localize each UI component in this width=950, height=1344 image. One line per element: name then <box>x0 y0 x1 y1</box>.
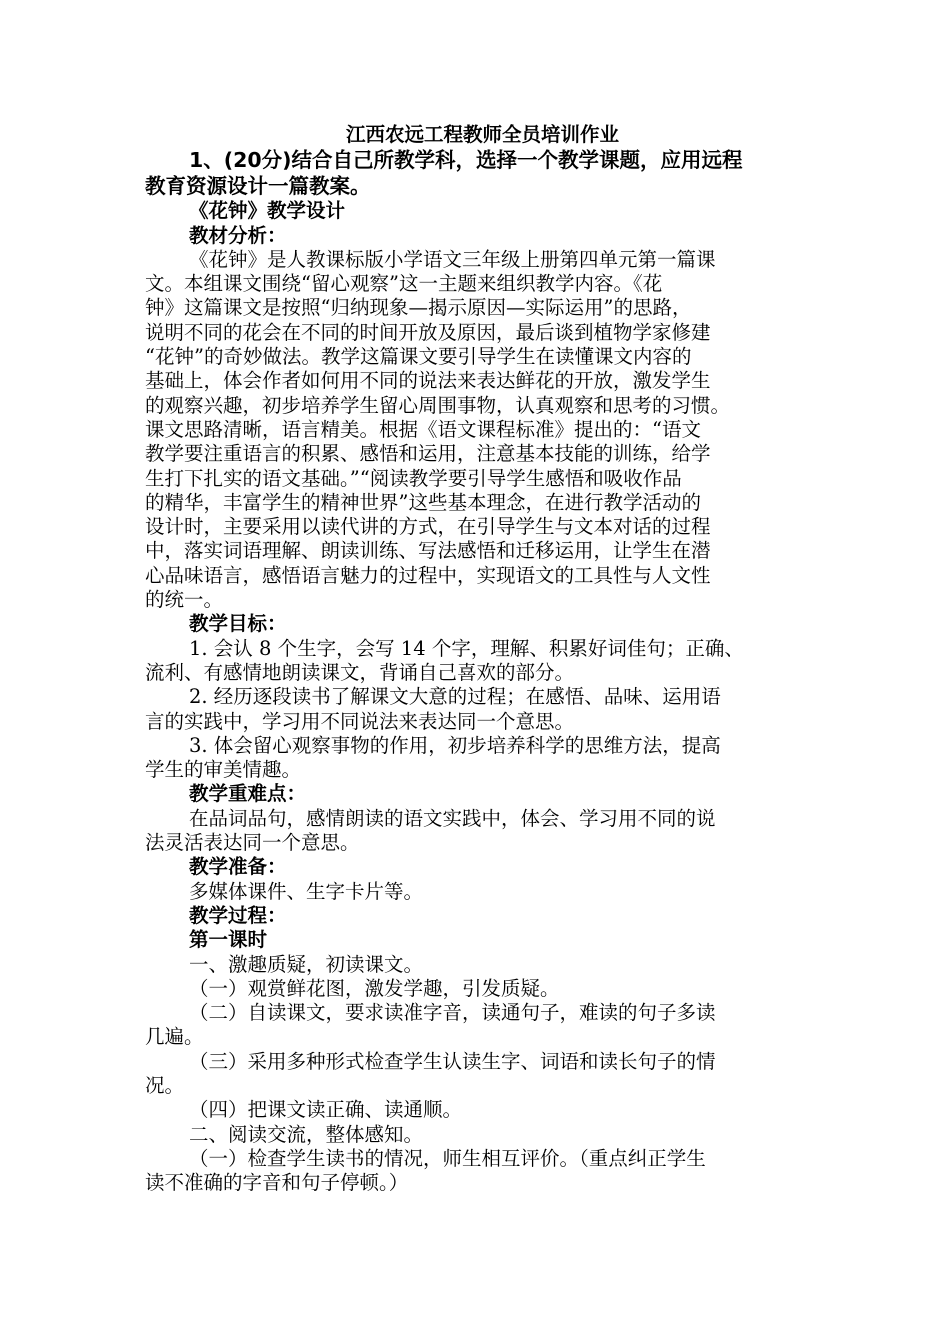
key-points-line: 法灵活表达同一个意思。 <box>145 831 360 855</box>
process-line: （四）把课文读正确、读通顺。 <box>189 1098 463 1122</box>
document-title: 江西农远工程教师全员培训作业 <box>345 123 619 146</box>
process-line: （一）观赏鲜花图，激发学趣，引发质疑。 <box>189 976 560 1000</box>
goals-line: 学生的审美情趣。 <box>145 758 302 782</box>
process-line: （一）检查学生读书的情况，师生相互评价。（重点纠正学生 <box>189 1146 706 1170</box>
analysis-line: 文。本组课文围绕“留心观察”这一主题来组织教学内容。《花 <box>145 272 663 296</box>
process-heading: 教学过程： <box>189 903 287 927</box>
lesson-title: 《花钟》教学设计 <box>189 199 346 223</box>
analysis-line: 生打下扎实的语文基础。”“阅读教学要引导学生感悟和吸收作品 <box>145 466 682 490</box>
analysis-line: 中，落实词语理解、朗读训练、写法感悟和迁移运用，让学生在潜 <box>145 539 711 563</box>
analysis-line: 设计时，主要采用以读代讲的方式，在引导学生与文本对话的过程 <box>145 515 711 539</box>
preparation-line: 多媒体课件、生字卡片等。 <box>189 879 424 903</box>
analysis-line: 的统一。 <box>145 588 224 612</box>
analysis-line: 说明不同的花会在不同的时间开放及原因，最后谈到植物学家修建 <box>145 320 711 344</box>
process-line: （二）自读课文，要求读准字音，读通句子，难读的句子多读 <box>189 1001 716 1025</box>
analysis-line: 的观察兴趣，初步培养学生留心周围事物，认真观察和思考的习惯。 <box>145 393 731 417</box>
analysis-line: 教学要注重语言的积累、感悟和运用，注意基本技能的训练，给学 <box>145 442 711 466</box>
analysis-line: 基础上，体会作者如何用不同的说法来表达鲜花的开放，激发学生 <box>145 369 711 393</box>
goals-line: 流利、有感情地朗读课文，背诵自己喜欢的部分。 <box>145 660 575 684</box>
goals-line: 1. 会认 8 个生字，会写 14 个字，理解、积累好词佳句；正确、 <box>189 636 744 660</box>
goals-line: 2. 经历逐段读书了解课文大意的过程；在感悟、品味、运用语 <box>189 685 721 709</box>
analysis-heading: 教材分析： <box>189 223 287 247</box>
analysis-line: “花钟”的奇妙做法。教学这篇课文要引导学生在读懂课文内容的 <box>145 345 692 369</box>
process-subheading: 第一课时 <box>189 928 268 952</box>
key-points-heading: 教学重难点： <box>189 782 307 806</box>
process-line: （三）采用多种形式检查学生认读生字、词语和读长句子的情 <box>189 1049 716 1073</box>
analysis-line: 钟》这篇课文是按照“归纳现象—揭示原因—实际运用”的思路， <box>145 296 692 320</box>
question-line-2: 教育资源设计一篇教案。 <box>145 174 371 199</box>
question-line-1: 1、(20分)结合自己所教学科，选择一个教学课题，应用远程 <box>189 148 743 173</box>
analysis-line: 《花钟》是人教课标版小学语文三年级上册第四单元第一篇课 <box>189 247 716 271</box>
goals-line: 言的实践中，学习用不同说法来表达同一个意思。 <box>145 709 575 733</box>
process-line: 读不准确的字音和句子停顿。） <box>145 1171 409 1195</box>
process-line: 二、阅读交流，整体感知。 <box>189 1122 424 1146</box>
process-line: 几遍。 <box>145 1025 204 1049</box>
document-body <box>145 123 810 1195</box>
goals-line: 3. 体会留心观察事物的作用，初步培养科学的思维方法，提高 <box>189 733 721 757</box>
preparation-heading: 教学准备： <box>189 855 287 879</box>
analysis-line: 心品味语言，感悟语言魅力的过程中，实现语文的工具性与人文性 <box>145 563 711 587</box>
process-line: 一、激趣质疑，初读课文。 <box>189 952 424 976</box>
process-line: 况。 <box>145 1073 185 1097</box>
analysis-line: 的精华，丰富学生的精神世界”这些基本理念，在进行教学活动的 <box>145 490 701 514</box>
goals-heading: 教学目标： <box>189 612 287 636</box>
analysis-line: 课文思路清晰，语言精美。根据《语文课程标准》提出的：“语文 <box>145 417 701 441</box>
key-points-line: 在品词品句，感情朗读的语文实践中，体会、学习用不同的说 <box>189 806 716 830</box>
